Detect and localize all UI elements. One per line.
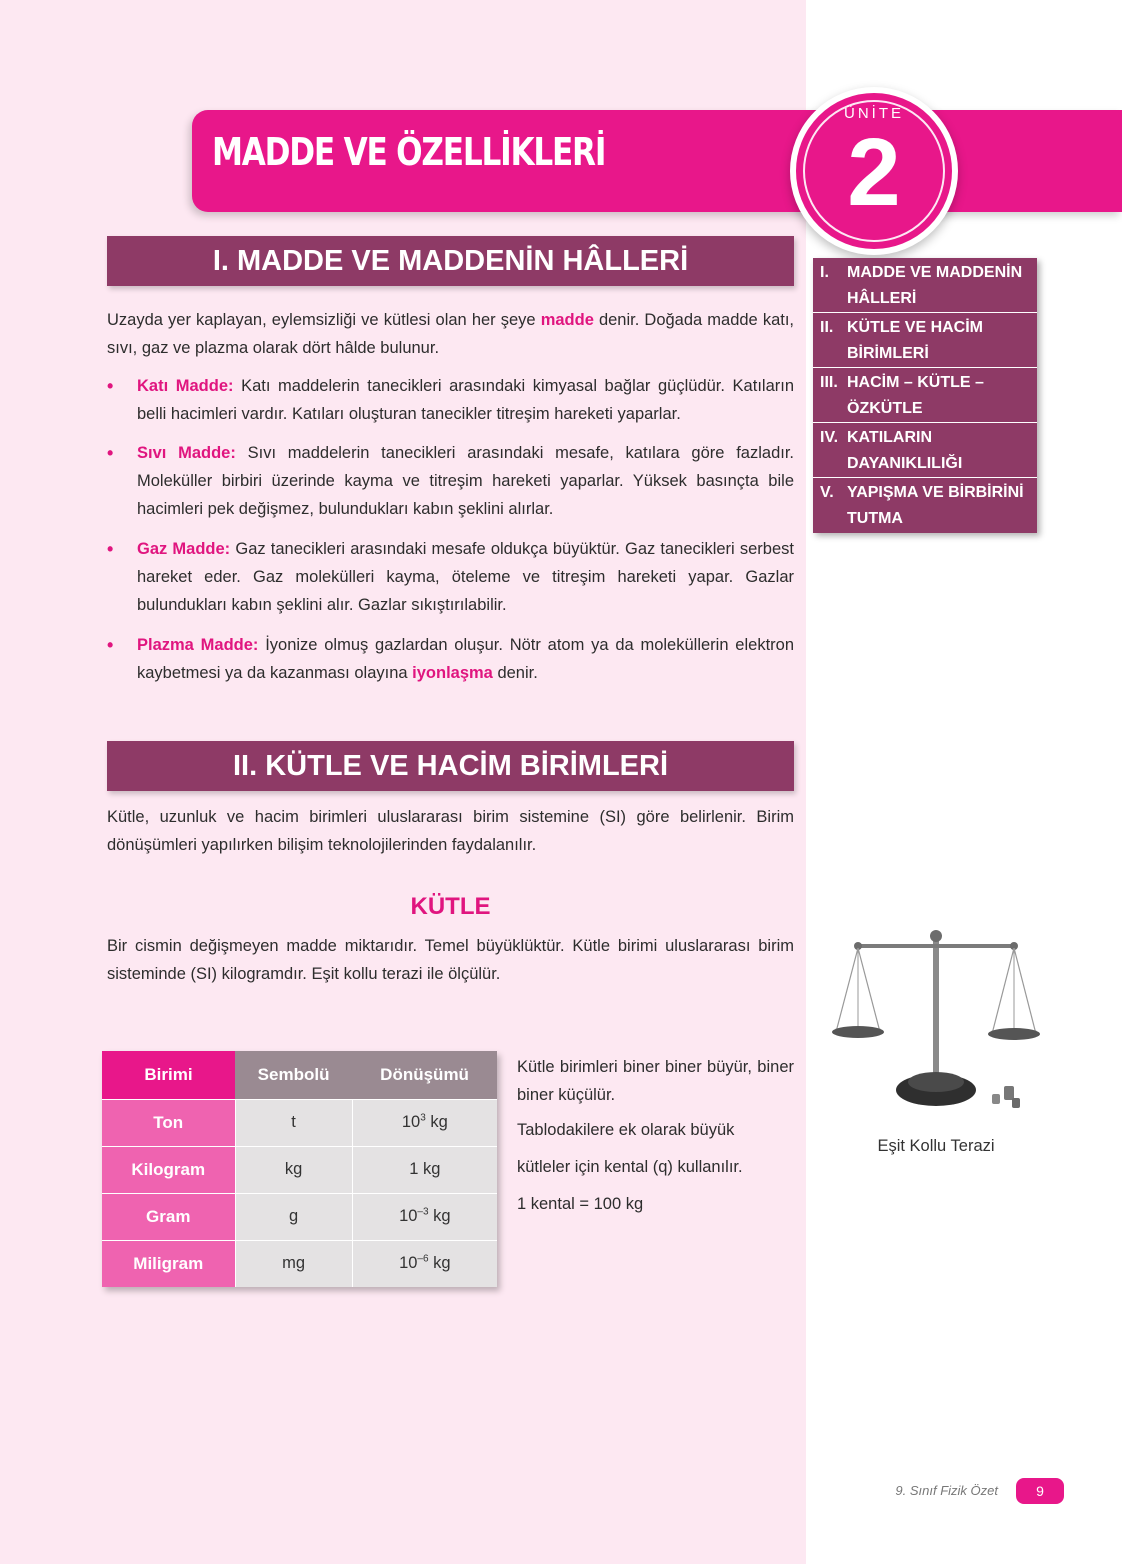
side-note-1: Kütle birimleri biner biner büyür, biner biner küçülür. — [517, 1058, 794, 1104]
symbol-cell: kg — [235, 1146, 352, 1193]
bullet-body: Gaz tanecikleri arasındaki mesafe oldukça büyüktür. Gaz tanecikleri serbest hareket eder. Gaz molekülleri kayma, öteleme ve titreşim hareketi yapar. Gazlar bulundukları kabın şeklini alır. Gazlar sıkıştırılabilir. — [137, 540, 794, 614]
bullet-icon: • — [107, 443, 114, 463]
unit-title: MADDE VE ÖZELLİKLERİ — [212, 130, 606, 174]
toc-number: V. — [820, 484, 834, 501]
toc-label: HACİM – KÜTLE – ÖZKÜTLE — [847, 374, 984, 417]
toc-label: KÜTLE VE HACİM BİRİMLERİ — [847, 319, 983, 362]
conversion-exponent: 3 — [420, 1112, 426, 1124]
bullet-body: Sıvı maddelerin tanecikleri arasındaki mesafe, katılara göre fazladır. Moleküller birbiri üzerinde kayma ve titreşim hareketi yaparlar. Yüksek basınçta bile hacimleri pek değişmez, bulundukları kabın şeklini alırlar. — [137, 444, 794, 518]
conversion-unit: kg — [428, 1254, 451, 1273]
symbol-cell: t — [235, 1099, 352, 1146]
column-header: Dönüşümü — [352, 1051, 497, 1099]
column-header: Sembolü — [235, 1051, 352, 1099]
toc-item[interactable] — [813, 258, 1037, 313]
side-note-2: Tablodakilere ek olarak büyük — [517, 1121, 735, 1139]
unit-cell: Gram — [102, 1193, 235, 1240]
toc-number: IV. — [820, 429, 839, 446]
highlight-term: madde — [540, 311, 594, 329]
toc-item[interactable] — [813, 478, 1037, 533]
column-header: Birimi — [102, 1051, 235, 1099]
book-title: 9. Sınıf Fizik Özet — [895, 1483, 998, 1498]
toc-label: KATILARIN DAYANIKLILIĞI — [847, 429, 963, 472]
bullet-icon: • — [107, 635, 114, 655]
table-header-row — [102, 1051, 497, 1099]
conversion-base: 1 — [409, 1160, 419, 1178]
bullet-term: Plazma Madde: — [137, 636, 259, 654]
toc-label: YAPIŞMA VE BİRBİRİNİ TUTMA — [847, 484, 1024, 527]
figure-caption: Eşit Kollu Terazi — [877, 1137, 995, 1155]
conversion-unit: kg — [418, 1160, 441, 1178]
symbol-cell: mg — [235, 1240, 352, 1287]
toc-number: II. — [820, 319, 834, 336]
unit-badge — [790, 87, 958, 255]
bullet-icon: • — [107, 539, 114, 559]
page-number: 9 — [1016, 1478, 1064, 1504]
toc-item[interactable] — [813, 368, 1037, 423]
bullet-text — [137, 439, 794, 523]
list-item — [107, 631, 794, 691]
bullet-term: Sıvı Madde: — [137, 444, 236, 462]
kutle-definition: Bir cismin değişmeyen madde miktarıdır. Temel büyüklüktür. Kütle birimi uluslararası birim sisteminde (SI) kilogramdır. Eşit kollu terazi ile ölçülür. — [107, 937, 794, 983]
bullet-text — [137, 535, 794, 619]
balance-scale-image — [826, 922, 1046, 1122]
conversion-base: 10 — [399, 1207, 418, 1225]
bullet-text — [137, 631, 794, 687]
bullet-term: Katı Madde: — [137, 377, 234, 395]
conversion-cell — [352, 1193, 497, 1240]
unit-cell: Ton — [102, 1099, 235, 1146]
conversion-unit: kg — [428, 1207, 451, 1225]
unit-cell: Miligram — [102, 1240, 235, 1287]
toc-item[interactable] — [813, 313, 1037, 368]
table-row — [102, 1193, 497, 1240]
toc-number: I. — [820, 264, 829, 281]
section-heading-1: I. MADDE VE MADDENİN HÂLLERİ — [107, 236, 794, 286]
bullet-body: Katı maddelerin tanecikleri arasındaki kimyasal bağlar güçlüdür. Katıların belli hacimleri vardır. Katıları oluşturan tanecikler titreşim hareketi yaparlar. — [137, 377, 794, 423]
conversion-cell — [352, 1099, 497, 1146]
section2-intro: Kütle, uzunluk ve hacim birimleri uluslararası birim sistemine (SI) göre belirlenir. Birim dönüşümleri yapılırken bilişim teknolojilerinden faydalanılır. — [107, 808, 794, 854]
highlight-term: iyonlaşma — [412, 664, 493, 682]
bullet-body: İyonize olmuş gazlardan oluşur. Nötr atom ya da moleküllerin elektron kaybetmesi ya da kazanması olayına — [137, 636, 794, 682]
mass-units-table — [102, 1051, 497, 1287]
conversion-exponent: –3 — [417, 1206, 429, 1218]
unit-label: ÜNİTE — [844, 105, 904, 122]
table-of-contents — [813, 258, 1037, 533]
bullet-icon: • — [107, 376, 114, 396]
side-note-4: 1 kental = 100 kg — [517, 1195, 644, 1213]
symbol-cell: g — [235, 1193, 352, 1240]
table-row — [102, 1240, 497, 1287]
section-heading-2: II. KÜTLE VE HACİM BİRİMLERİ — [107, 741, 794, 791]
toc-number: III. — [820, 374, 838, 391]
conversion-cell — [352, 1146, 497, 1193]
bullet-text — [137, 372, 794, 428]
list-item — [107, 372, 794, 432]
side-note-3: kütleler için kental (q) kullanılır. — [517, 1158, 743, 1176]
table-row — [102, 1099, 497, 1146]
bullet-body: denir. — [492, 664, 538, 682]
conversion-exponent: –6 — [417, 1253, 429, 1265]
table-row — [102, 1146, 497, 1193]
conversion-unit: kg — [425, 1113, 448, 1131]
conversion-base: 10 — [399, 1254, 418, 1273]
conversion-cell — [352, 1240, 497, 1287]
list-item — [107, 439, 794, 529]
intro-text: denir. Doğada madde katı, sıvı, gaz ve plazma olarak dört hâlde bulunur. — [107, 311, 794, 357]
subheading-kutle: KÜTLE — [410, 893, 491, 920]
unit-cell: Kilogram — [102, 1146, 235, 1193]
list-item — [107, 535, 794, 625]
intro-text: Uzayda yer kaplayan, eylemsizliği ve kütlesi olan her şeye — [107, 311, 541, 329]
unit-number: 2 — [847, 119, 901, 226]
balance-scale-icon — [826, 922, 1046, 1122]
conversion-base: 10 — [401, 1113, 421, 1131]
bullet-term: Gaz Madde: — [137, 540, 231, 558]
toc-label: MADDE VE MADDENİN HÂLLERİ — [847, 264, 1023, 307]
toc-item[interactable] — [813, 423, 1037, 478]
section1-intro — [107, 306, 794, 362]
